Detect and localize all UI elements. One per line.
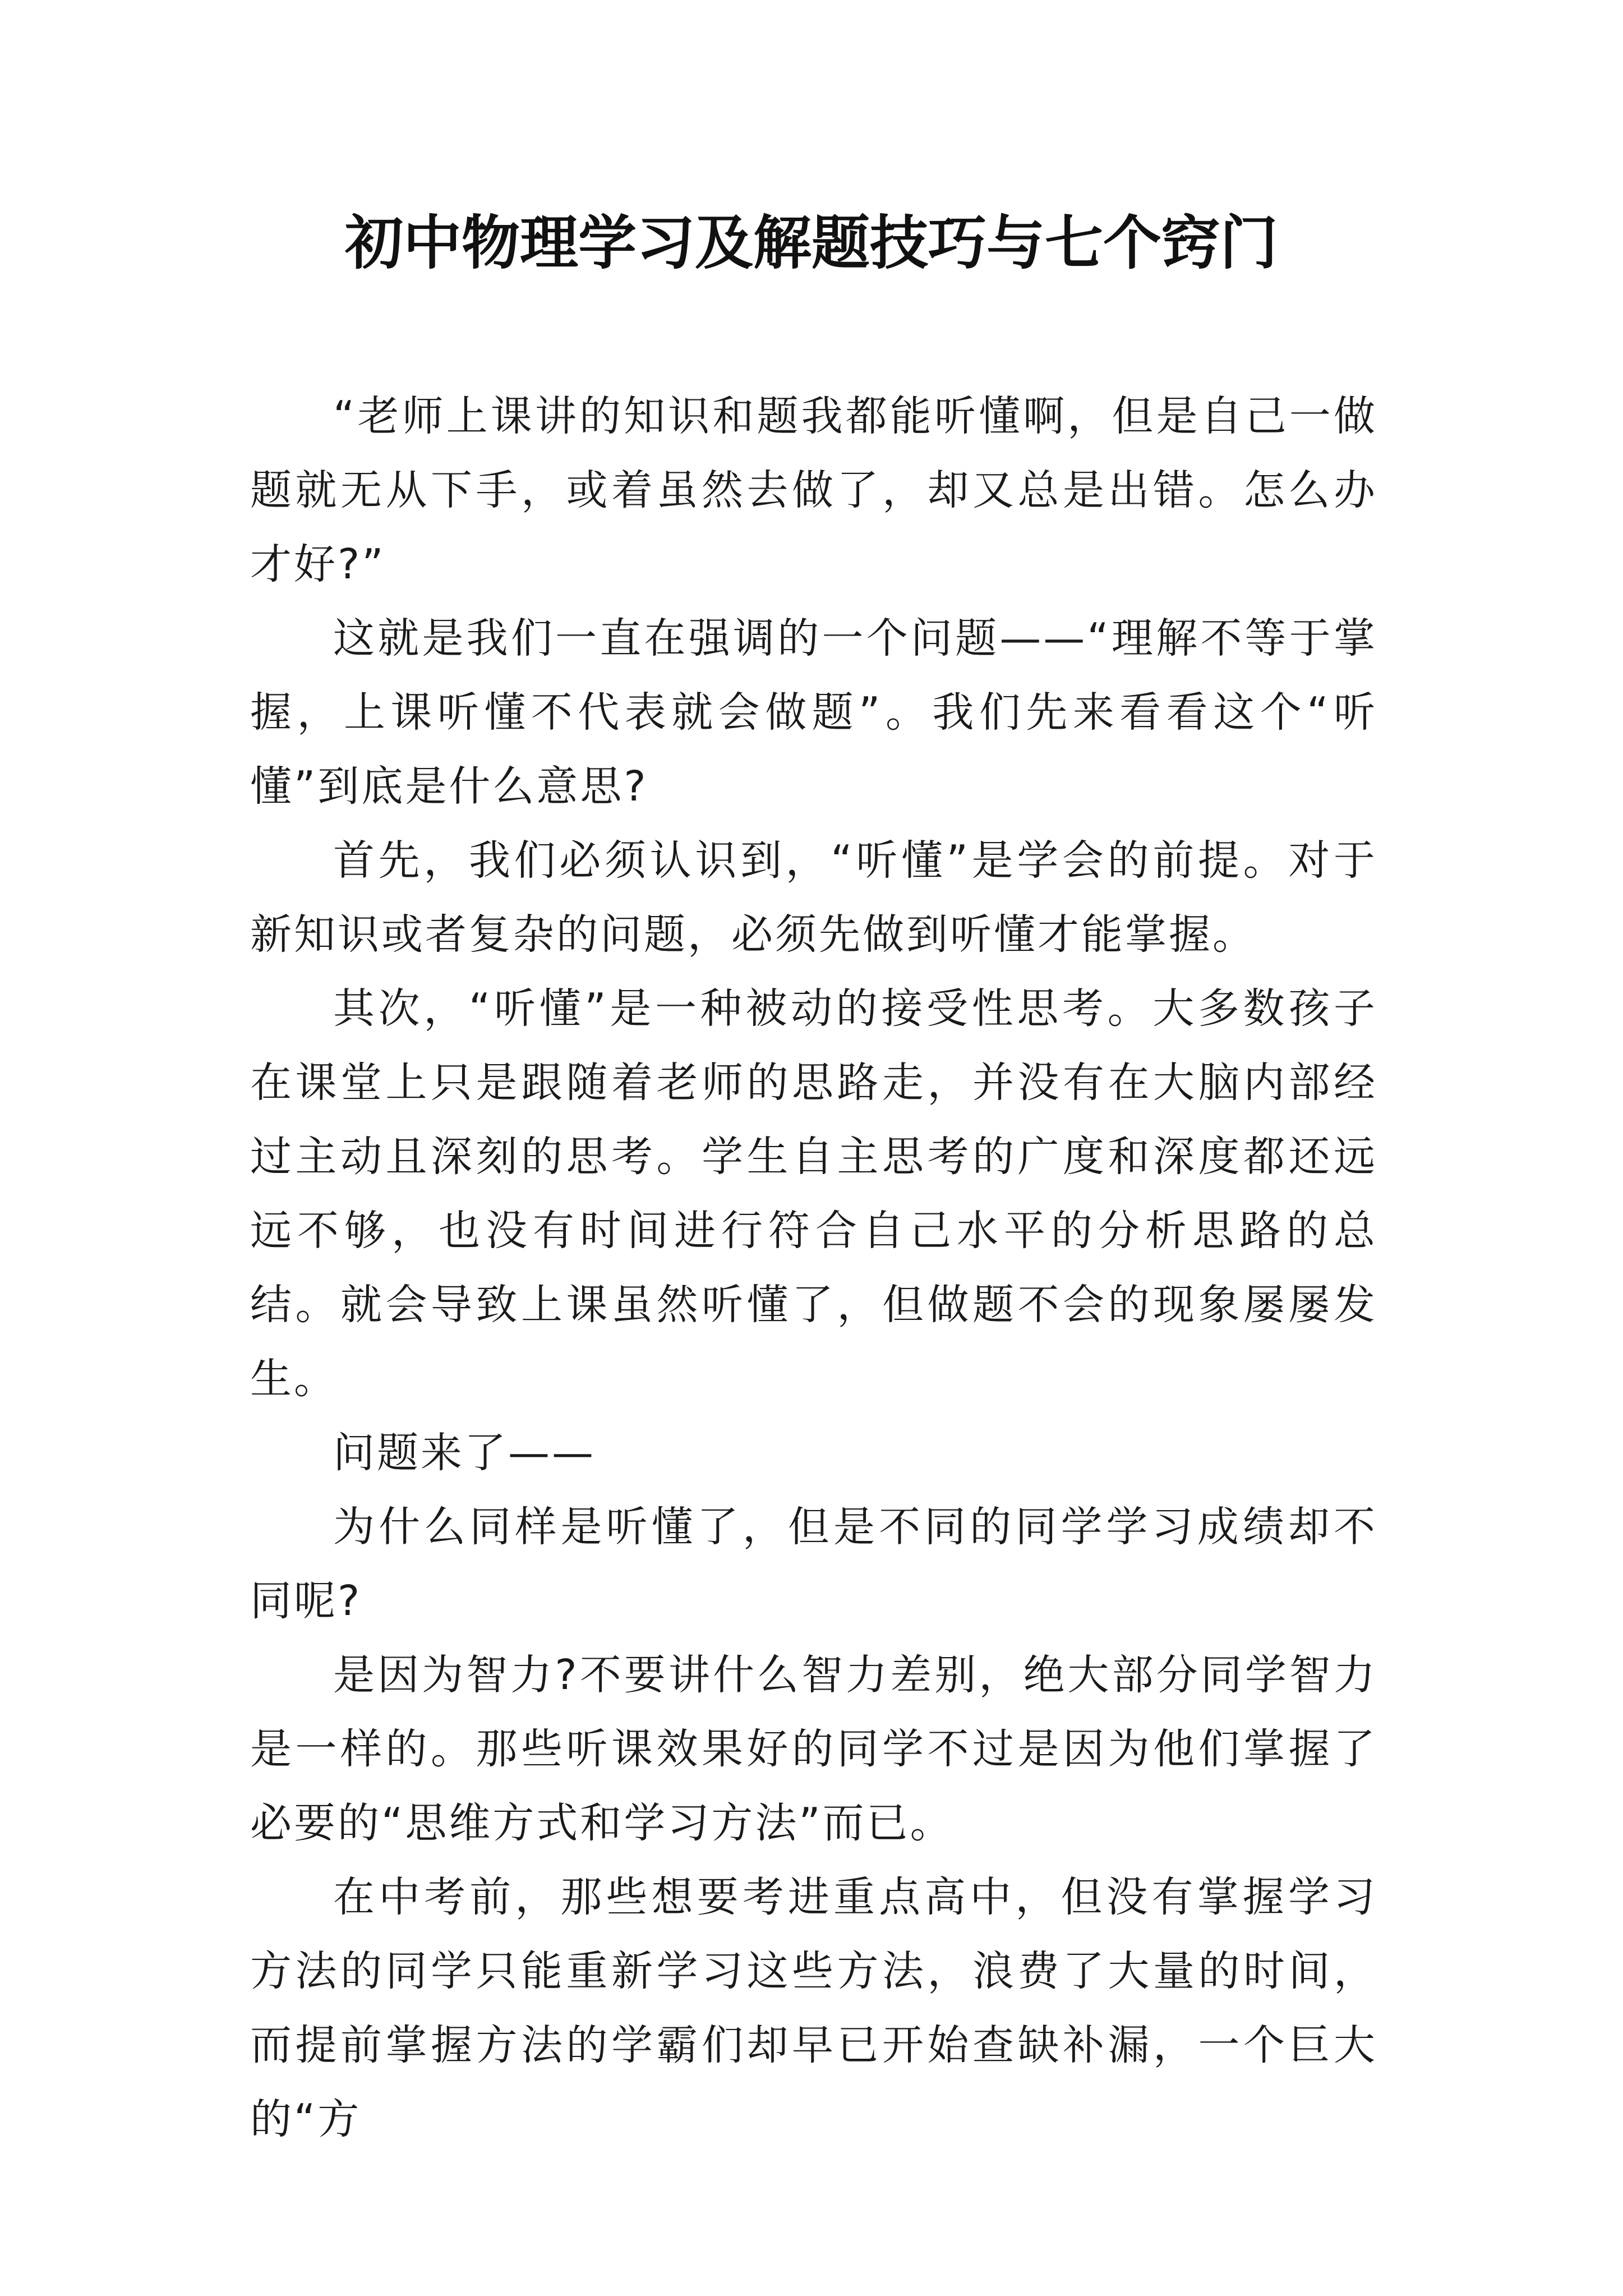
paragraph: 问题来了——: [333, 1429, 596, 1477]
paragraph: 是因为智力?不要讲什么智力差别，绝大部分同学智力是一样的。那些听课效果好的同学不过是因为他们掌握了必要的“思维方式和学习方法”而已。: [250, 1651, 1377, 1847]
paragraph: 为什么同样是听懂了，但是不同的同学学习成绩却不同呢?: [250, 1503, 1377, 1625]
paragraph: 首先，我们必须认识到，“听懂”是学会的前提。对于新知识或者复杂的问题，必须先做到听懂才能掌握。: [250, 836, 1377, 959]
paragraph: 这就是我们一直在强调的一个问题——“理解不等于掌握，上课听懂不代表就会做题”。我们先来看看这个“听懂”到底是什么意思?: [250, 614, 1377, 811]
paragraph: 其次，“听懂”是一种被动的接受性思考。大多数孩子在课堂上只是跟随着老师的思路走，并没有在大脑内部经过主动且深刻的思考。学生自主思考的广度和深度都还远远不够，也没有时间进行符合自己水平的分析思路的总结。就会导致上课虽然听懂了，但做题不会的现象屡屡发生。: [250, 984, 1377, 1403]
document-title: 初中物理学习及解题技巧与七个窍门: [344, 208, 1278, 277]
document-body: [250, 379, 1377, 2156]
paragraph: 在中考前，那些想要考进重点高中，但没有掌握学习方法的同学只能重新学习这些方法，浪费了大量的时间，而提前掌握方法的学霸们却早已开始查缺补漏，一个巨大的“方: [250, 1873, 1377, 2143]
paragraph: “老师上课讲的知识和题我都能听懂啊，但是自己一做题就无从下手，或着虽然去做了，却又总是出错。怎么办才好?”: [250, 392, 1377, 588]
